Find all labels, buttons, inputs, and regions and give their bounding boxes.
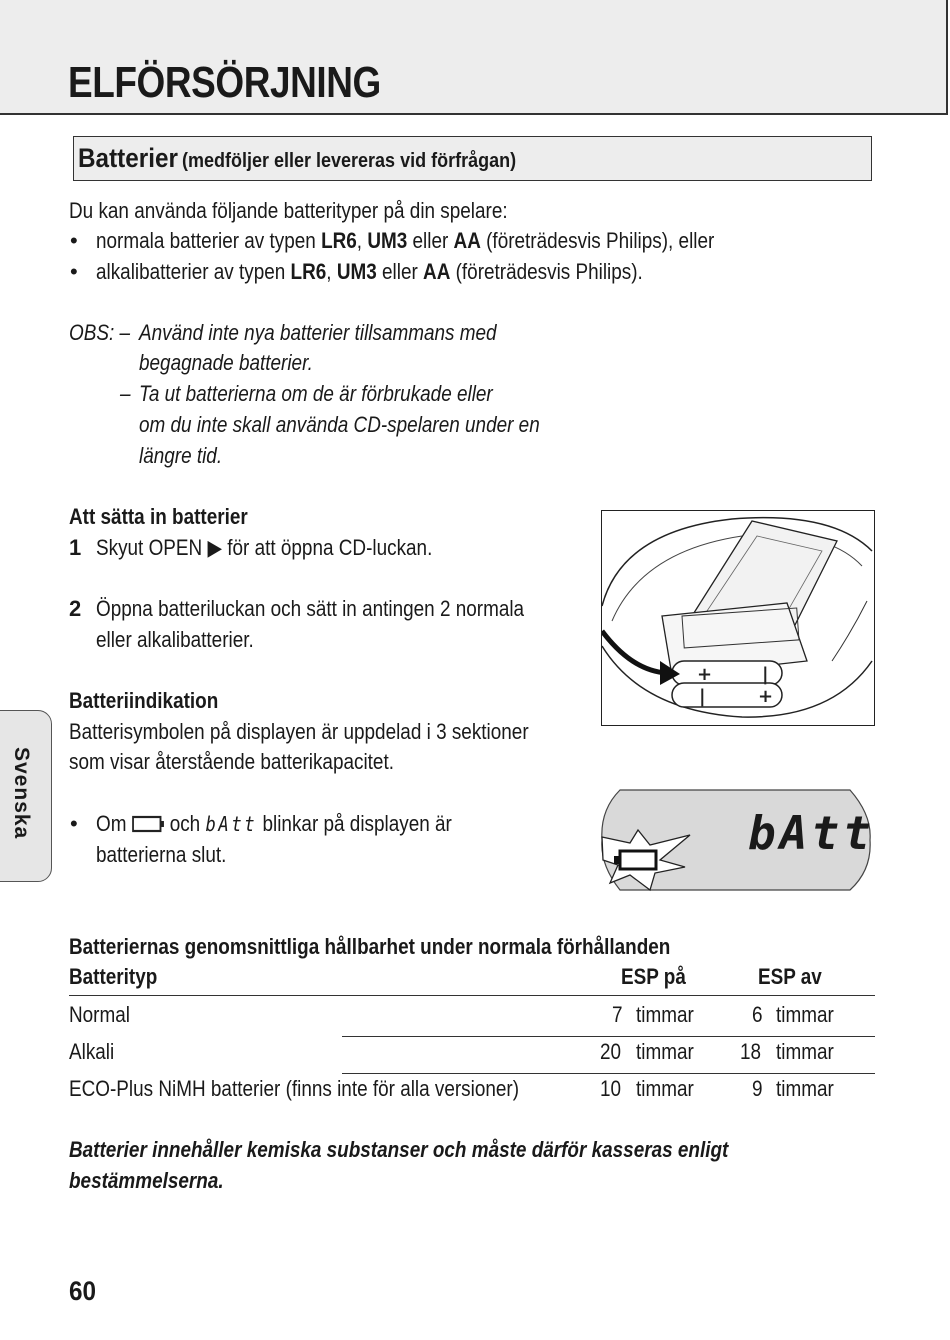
- step-number: 1: [69, 535, 82, 560]
- bullet-text: Om: [96, 811, 127, 836]
- bullet-dot: •: [70, 811, 78, 836]
- note-line: längre tid.: [139, 443, 223, 468]
- table-cell-unit: timmar: [776, 1076, 834, 1101]
- lcd-display-illustration: [600, 785, 875, 895]
- table-cell-type: ECO-Plus NiMH batterier (finns inte för alla versioner): [69, 1076, 520, 1101]
- table-cell-esp-off: 18: [740, 1039, 762, 1064]
- table-cell-unit: timmar: [776, 1002, 834, 1027]
- indication-text: Batterisymbolen på displayen är uppdelad i 3 sektioner: [69, 719, 529, 744]
- table-cell-unit: timmar: [636, 1039, 694, 1064]
- section-title: [78, 143, 516, 174]
- intro-text: Du kan använda följande batterityper på din spelare:: [69, 198, 508, 223]
- disposal-warning: Batterier innehåller kemiska substanser och måste därför kasseras enligt: [69, 1137, 729, 1162]
- section-title-main: Batterier: [78, 143, 178, 173]
- bullet-text: blinkar på displayen är: [262, 811, 452, 836]
- table-cell-esp-on: 20: [600, 1039, 622, 1064]
- lcd-batt-readout: bAtt: [748, 806, 875, 860]
- bullet-dot: •: [70, 259, 78, 284]
- table-cell-esp-off: 9: [752, 1076, 763, 1101]
- battery-code: AA: [453, 228, 481, 253]
- bullet-text: och: [169, 811, 201, 836]
- battery-code: LR6: [290, 259, 327, 284]
- bullet-text: alkalibatterier av typen: [96, 259, 291, 284]
- table-header-esp-on: ESP på: [621, 964, 686, 989]
- table-cell-unit: timmar: [776, 1039, 834, 1064]
- bullet-text: batterierna slut.: [96, 842, 227, 867]
- indication-text: som visar återstående batterikapacitet.: [69, 749, 394, 774]
- step-number: 2: [69, 596, 82, 621]
- install-heading: Att sätta in batterier: [69, 504, 248, 529]
- page-number: 60: [69, 1276, 97, 1306]
- bullet-text: (företrädesvis Philips).: [450, 259, 643, 284]
- battery-empty-bullet: [96, 809, 452, 839]
- svg-text:+: +: [758, 686, 774, 707]
- bullet-text: eller: [376, 259, 424, 284]
- battery-empty-icon: [132, 814, 165, 833]
- bullet-text: normala batterier av typen: [96, 228, 322, 253]
- svg-text:|: |: [699, 686, 706, 707]
- battery-code: UM3: [367, 228, 408, 253]
- svg-text:|: |: [762, 664, 769, 685]
- battery-code: AA: [423, 259, 451, 284]
- section-title-box: [73, 136, 872, 181]
- lcd-display-drawing: [600, 785, 875, 895]
- battery-insertion-illustration: [601, 510, 875, 726]
- bullet-text: eller: [407, 228, 454, 253]
- bullet-alkaline-batteries: [96, 257, 643, 287]
- table-title: Batteriernas genomsnittliga hållbarhet under normala förhållanden: [69, 934, 671, 959]
- bullet-text: (företrädesvis Philips), eller: [480, 228, 715, 253]
- table-header-esp-off: ESP av: [758, 964, 822, 989]
- table-cell-type: Alkali: [69, 1039, 115, 1064]
- table-cell-type: Normal: [69, 1002, 130, 1027]
- page-title: ELFÖRSÖRJNING: [68, 58, 381, 107]
- table-cell-unit: timmar: [636, 1076, 694, 1101]
- table-cell-esp-on: 7: [612, 1002, 623, 1027]
- table-divider: [69, 995, 875, 996]
- cd-player-drawing: [602, 511, 874, 725]
- step-text: Skyut OPEN ▶ för att öppna CD-luckan.: [96, 535, 433, 560]
- language-tab: [0, 710, 52, 882]
- step-text: eller alkalibatterier.: [96, 627, 254, 652]
- note-line: begagnade batterier.: [139, 350, 313, 375]
- battery-code: UM3: [336, 259, 377, 284]
- section-title-sub: (medföljer eller levereras vid förfrågan): [181, 150, 517, 172]
- note-line: Använd inte nya batterier tillsammans med: [139, 320, 497, 345]
- table-cell-esp-off: 6: [752, 1002, 763, 1027]
- indication-heading: Batteriindikation: [69, 688, 219, 713]
- bullet-text: ,: [356, 228, 368, 253]
- bullet-dot: •: [70, 228, 78, 253]
- page-header: [0, 0, 948, 115]
- note-line: Ta ut batterierna om de är förbrukade eller: [139, 381, 493, 406]
- step-text: Öppna batteriluckan och sätt in antingen 2 normala: [96, 596, 525, 621]
- table-cell-unit: timmar: [636, 1002, 694, 1027]
- bullet-normal-batteries: [96, 226, 714, 256]
- battery-code: LR6: [321, 228, 357, 253]
- note-dash: –: [120, 381, 131, 406]
- language-tab-label: Svenska: [10, 747, 33, 840]
- table-cell-esp-on: 10: [600, 1076, 622, 1101]
- lcd-batt-text: bAtt: [205, 812, 258, 836]
- disposal-warning: bestämmelserna.: [69, 1168, 224, 1193]
- note-line: om du inte skall använda CD-spelaren under en: [139, 412, 540, 437]
- svg-text:+: +: [697, 664, 713, 685]
- note-prefix: OBS: –: [69, 320, 130, 345]
- table-header-type: Batterityp: [69, 964, 158, 989]
- bullet-text: ,: [326, 259, 337, 284]
